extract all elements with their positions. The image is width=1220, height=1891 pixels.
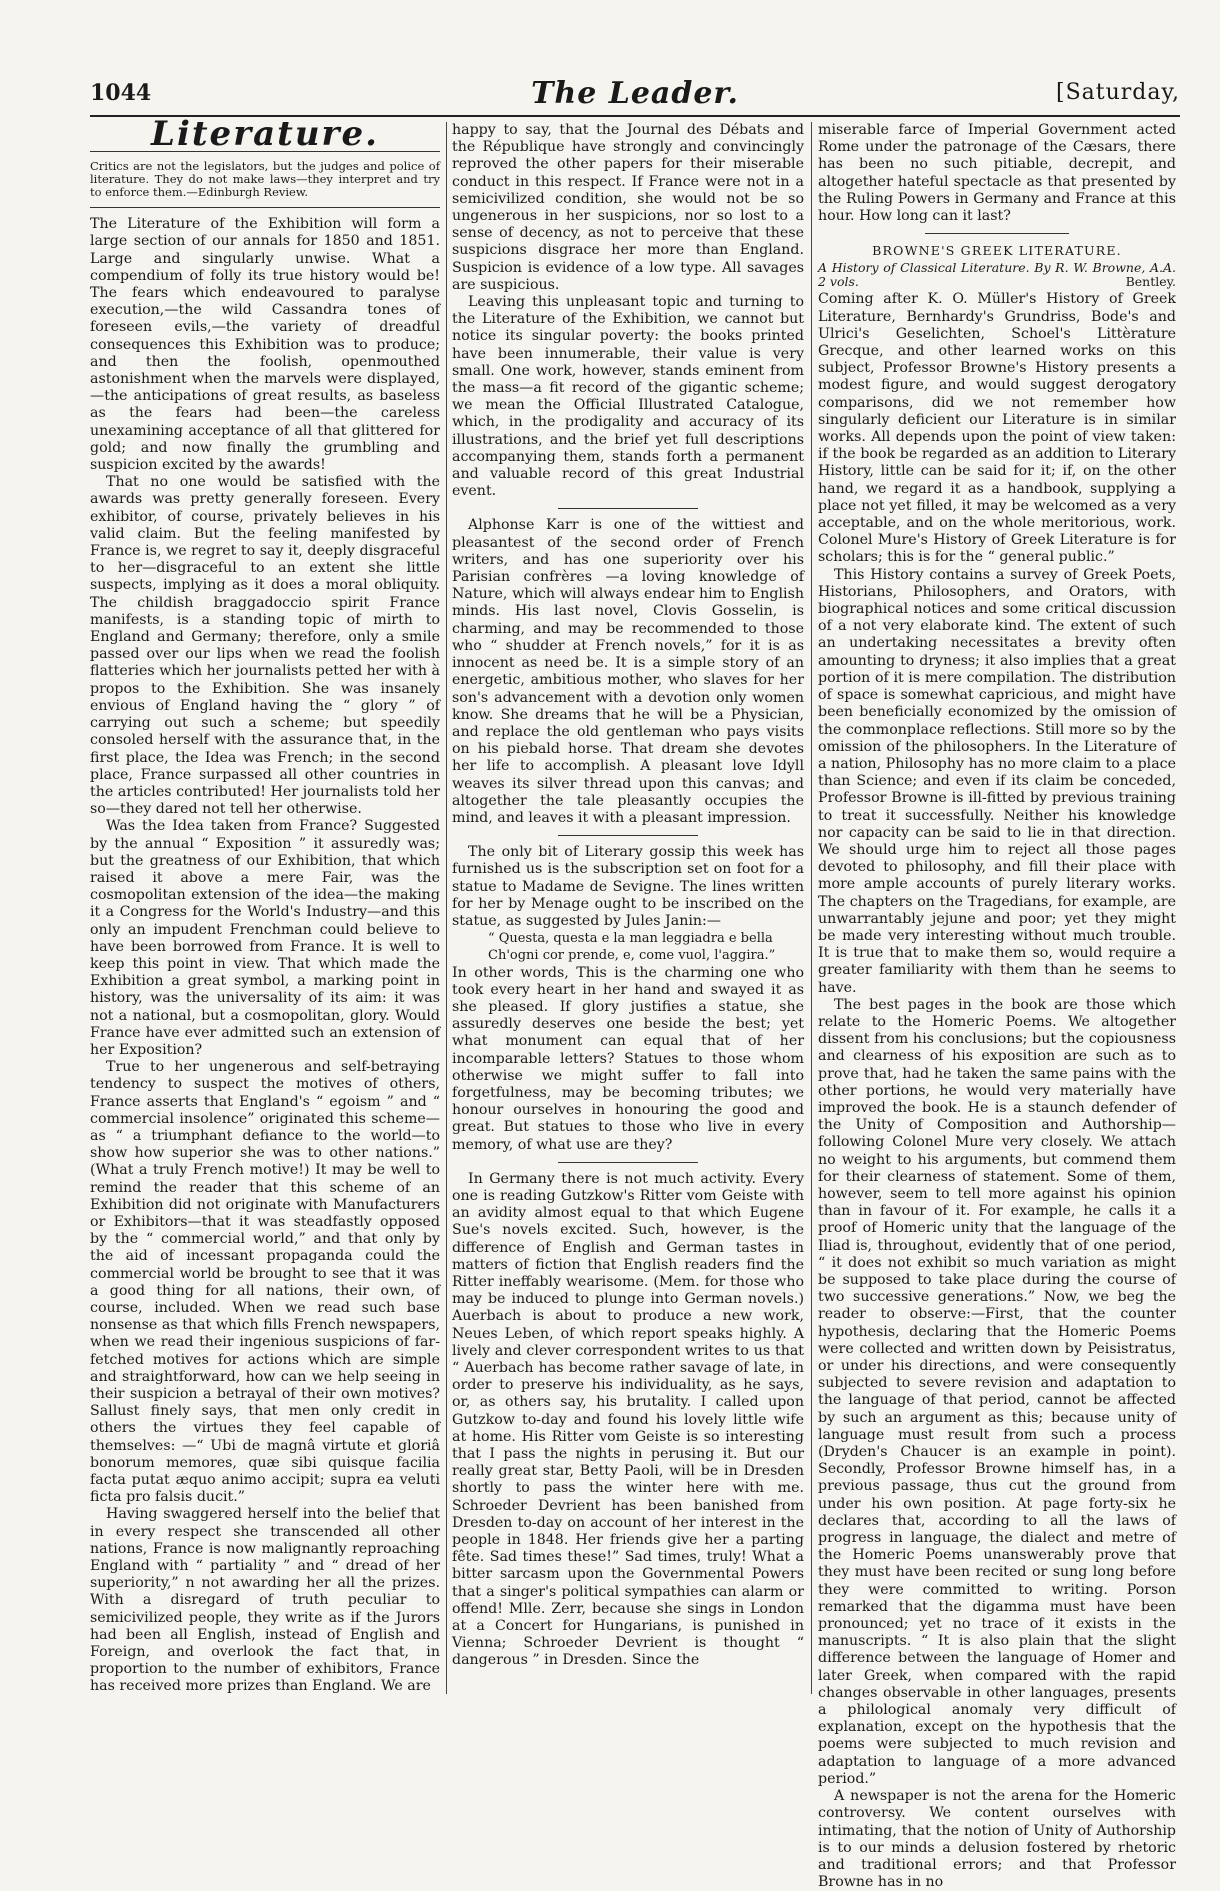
article-paragraph: The best pages in the book are those which relate to the Homeric Poems. We altogether dissent from his conclusions; but the copiousness and clearness of his exposition are such as to prove that, had he taken the same pains with the other portions, he would very materially have improved the book. He is a staunch defender of the Unity of Composition and Authorship—following Colonel Mure very closely. We attach no weight to his arguments, but commend them for their clearness of statement. Some of them, however, seem to tell more against his opinion than in favour of it. For example, he calls it a proof of Homeric unity that the language of the Iliad is, throughout, evidently that of one period, “ it does not exhibit so much variation as might be supposed to take place during the course of two successive generations.” Now, we beg the reader to observe:—First, that the counter hypothesis, declaring that the Homeric Poems were collected and written down by Peisistratus, or under his directions, and were consequently subjected to severe revision and adaptation to the language of that period, cannot be affected by such an argument as this; because unity of language must result from such a process (Dryden's Chaucer is an example in point). Secondly, Professor Browne himself has, in a previous passage, thus cut the ground from under his own position. At page forty-six he declares that, according to all the laws of progress in language, the dialect and metre of the Homeric Poems unanswerably prove that they must have been recited or sung long before they were committed to writing. Porson remarked that the digamma must have been pronounced; yet no trace of it exists in the manuscripts. “ It is also plain that the slight difference between the language of Homer and later Greek, when compared with the rapid changes observable in other languages, presents a philological anomaly very difficult of explanation, except on the hypothesis that the poems were subjected to much revision and adaptation to language of a more advanced period.” — [818, 996, 1176, 1787]
article-paragraph: In other words, This is the charming one who took every heart in her hand and swayed it as she pleased. If glory justifies a statue, she assuredly deserves one beside the best; yet what monument can equal that of her incomparable letters? Statues to those whom otherwise we might suffer to fall into forgetfulness, may be becoming tributes; we honour ourselves in honouring the good and great. But statues to those who live in every memory, of what use are they? — [452, 964, 804, 1153]
article-paragraph: Coming after K. O. Müller's History of Greek Literature, Bernhardy's Grundriss, Bode's and Ulrici's Geselichten, Schoel's Littèrature Grecque, and other learned works on this subject, Professor Browne's History presents a modest figure, and would suggest derogatory comparisons, did we not remember how singularly deficient our Literature is in similar works. All depends upon the point of view taken: if the book be regarded as an addition to Literary History, little can be said for it; if, on the other hand, we regard it as a handbook, supplying a place not yet filled, it may be welcomed as a very acceptable, and on the whole meritorious, work. Colonel Mure's History of Greek Literature is for scholars; this is for the “ general public.” — [818, 291, 1176, 566]
article-paragraph: That no one would be satisfied with the awards was pretty generally foreseen. Every exhibitor, of course, privately believes in his valid claim. But the feeling manifested by France is, we regret to say it, deeply disgraceful to her—disgraceful to an extent she little suspects, implying as it does a moral obliquity. The childish braggadoccio spirit France manifests, is a standing topic of mirth to England and Germany; therefore, only a smile passed over our lips when we read the foolish flatteries which her journalists petted her with à propos to the Exhibition. She was insanely envious of England having the “ glory ” of carrying out such a scheme; but speedily consoled herself with the assurance that, in the first place, the Idea was French; in the second place, France surpassed all other countries in the articles contributed! Her journalists told her so—they dared not tell her otherwise. — [90, 474, 440, 818]
article-paragraph: miserable farce of Imperial Government acted Rome under the patronage of the Cæsars, there has been no such pitiable, decrepit, and altogether hateful spectacle as that presented by the Ruling Powers in Germany and France at this hour. How long can it last? — [818, 122, 1176, 225]
article-paragraph: Was the Idea taken from France? Suggested by the annual “ Exposition ” it assuredly was; but the greatness of our Exhibition, that which raised it above a mere Fair, was the cosmopolitan extension of the idea—the making it a Congress for the World's Industry—and this only an impudent Frenchman could believe to have been borrowed from France. It is well to keep this point in view. That which made the Exhibition a great symbol, a marking point in history, was the universality of its aim: it was not a national, but a cosmopolitan, glory. Would France have ever admitted such an extension of her Exposition? — [90, 818, 440, 1058]
divider — [90, 207, 440, 208]
review-heading: BROWNE'S GREEK LITERATURE. — [872, 243, 1122, 259]
article-paragraph: A newspaper is not the arena for the Homeric controversy. We content ourselves with intimating, that the notion of Unity of Authorship is to our minds a delusion fostered by rhetoric and traditional errors; and that Professor Browne has in no — [818, 1788, 1176, 1891]
divider — [925, 233, 1068, 234]
column-1 — [90, 114, 440, 1695]
article-paragraph: happy to say, that the Journal des Débats and the République have strongly and convincingly reproved the other papers for their miserable conduct in this respect. If France were not in a semicivilized condition, she would not be so ungenerous in her suspicions, nor so lost to a sense of decency, as not to perceive that these suspicions disgrace her more than England. Suspicion is evidence of a low type. All savages are suspicious. — [452, 122, 804, 293]
page-number: 1044 — [90, 80, 152, 106]
verse-quote-line: Ch'ogni cor prende, e, come vuol, l'aggira.” — [488, 948, 776, 964]
article-paragraph: Having swaggered herself into the belief that in every respect she transcended all other nations, France is now malignantly reproaching England with “ partiality ” and “ dread of her superiority,” n not awarding her all the prizes. With a disregard of truth peculiar to semicivilized people, they write as if the Jurors had been all English, instead of English and Foreign, and overlook the fact that, in proportion to the number of exhibitors, France has received more prizes than England. We are — [90, 1506, 440, 1695]
column-3 — [818, 122, 1176, 1891]
verse-quote-line: “ Questa, questa e la man leggiadra e bella — [488, 931, 773, 947]
column-divider — [446, 122, 447, 1694]
section-title: Literature. — [151, 114, 379, 154]
article-paragraph: True to her ungenerous and self-betraying tendency to suspect the motives of others, France asserts that England's “ egoism ” and “ commercial insolence” originated this scheme—as “ a triumphant defiance to the world—to show how superior she was to other nations.” (What a truly French motive!) It may be well to remind the reader that this scheme of an Exhibition did not originate with Manufacturers or Exhibitors—that it was steadfastly opposed by the “ commercial world,” and that only by the aid of incessant propaganda could the commercial world be brought to see that it was a good thing for all nations, their own, of course, included. When we read such base nonsense as that which fills French newspapers, when we read their ingenious suspicions of far-fetched motives for actions which are simple and straightforward, how can we help seeing in their suspicion a betrayal of their own motives? Sallust finely says, that men only credit in others the virtues they feel capable of themselves: —“ Ubi de magnâ virtute et gloriâ bonorum memores, quæ sibi quisque facilia facta putat æquo animo accipit; supra ea veluti ficta pro falsis ducit.” — [90, 1059, 440, 1506]
column-2 — [452, 122, 804, 1694]
issue-day: [Saturday, — [1056, 80, 1180, 105]
article-paragraph: The only bit of Literary gossip this week has furnished us is the subscription set on foot for a statue to Madame de Sevigne. The lines written for her by Menage ought to be inscribed on the statue, as suggested by Jules Janin:— — [452, 844, 804, 929]
column-divider — [811, 122, 812, 1694]
section-motto: Critics are not the legislators, but the judges and police of literature. They do not make laws—they interpret and try to enforce them.—Edinburgh Review. — [90, 159, 440, 200]
divider — [558, 1162, 699, 1163]
article-paragraph: The Literature of the Exhibition will form a large section of our annals for 1850 and 1851. Large and singularly unwise. What a compendium of folly its true history would be! The fears which endeavoured to paralyse execution,—the wild Cassandra tones of foreseen evils,—the variety of dreadful consequences this Exhibition was to produce; and then the foolish, openmouthed astonishment when the marvels were displayed,—the anticipations of great results, as baseless as the fears had been—the careless unexamining acceptance of all that glittered for gold; and now finally the grumbling and suspicion excited by the awards! — [90, 216, 440, 474]
masthead-title: The Leader. — [531, 76, 739, 111]
article-paragraph: Alphonse Karr is one of the wittiest and pleasantest of the second order of French writers, and has one superiority over his Parisian confrères —a loving knowledge of Nature, which will always endear him to English minds. His last novel, Clovis Gosselin, is charming, and may be recommended to those who “ shudder at French novels,” for it is as innocent as need be. It is a simple story of an energetic, ambitious mother, who slaves for her son's advancement with a devotion only women know. She dreams that he will be a Physician, and replace the old gentleman who pays visits on his piebald horse. That dream she devotes her life to accomplish. A pleasant love Idyll weaves its silver thread upon this canvas; and altogether the tale pleasantly occupies the mind, and leaves it with a pleasant impression. — [452, 517, 804, 826]
book-title: A History of Classical Literature. By R. W. Browne, A.A. 2 vols. — [818, 260, 1176, 290]
article-paragraph: In Germany there is not much activity. Every one is reading Gutzkow's Ritter vom Geiste with an avidity almost equal to that which Eugene Sue's novels excited. Such, however, is the difference of English and German tastes in matters of fiction that English readers find the Ritter ineffably wearisome. (Mem. for those who may be induced to plunge into German novels.) Auerbach is about to produce a new work, Neues Leben, of which report speaks highly. A lively and clever correspondent writes to us that “ Auerbach has become rather savage of late, in order to preserve his individuality, as he says, or, as others say, his brutality. I called upon Gutzkow to-day and found his lovely little wife at home. His Ritter vom Geiste is so interesting that I pass the nights in perusing it. But our really great star, Betty Paoli, will be in Dresden shortly to pass the winter here with me. Schroeder Devrient has been banished from Dresden to-day on account of her interest in the people in 1848. Her friends give her a parting fête. Sad times these!” Sad times, truly! What a bitter sarcasm upon the Governmental Powers that a singer's political sympathies can alarm or offend! Mlle. Zerr, because she sings in London at a Concert for Hungarians, is punished in Vienna; Schroeder Devrient is thought “ dangerous ” in Dresden. Since the — [452, 1170, 804, 1669]
article-paragraph: This History contains a survey of Greek Poets, Historians, Philosophers, and Orators, with biographical notices and some critical discussion of a not very elaborate kind. The extent of such an undertaking necessitates a brevity often amounting to dryness; it also implies that a great portion of it is mere compilation. The distribution of space is somewhat capricious, and might have been beneficially economized by the omission of the commonplace reflections. Still more so by the omission of the philosophers. In the Literature of a nation, Philosophy has no more claim to a place than Science; and even if its claim be conceded, Professor Browne is ill-fitted by previous training to treat it successfully. Neither his knowledge nor capacity can be said to lie in that direction. We should urge him to reject all those pages devoted to philosophy, and fill their place with more ample accounts of purely literary works. The chapters on the Tragedians, for example, are unwarrantably jejune and poor; yet they might be made very interesting without much trouble. It is true that to make them so, would require a greater familiarity with them than he seems to have. — [818, 566, 1176, 996]
divider — [558, 835, 699, 836]
divider — [558, 508, 699, 509]
book-publisher: Bentley. — [1125, 274, 1176, 290]
book-citation — [818, 261, 1176, 289]
article-paragraph: Leaving this unpleasant topic and turning to the Literature of the Exhibition, we cannot but notice its singular poverty: the books printed have been innumerable, their value is very small. One work, however, stands eminent from the mass—a fit record of the gigantic scheme; we mean the Official Illustrated Catalogue, which, in the prodigality and accuracy of its illustrations, and the brief yet full descriptions accompanying them, stands forth a permanent and valuable record of this great Industrial event. — [452, 294, 804, 500]
